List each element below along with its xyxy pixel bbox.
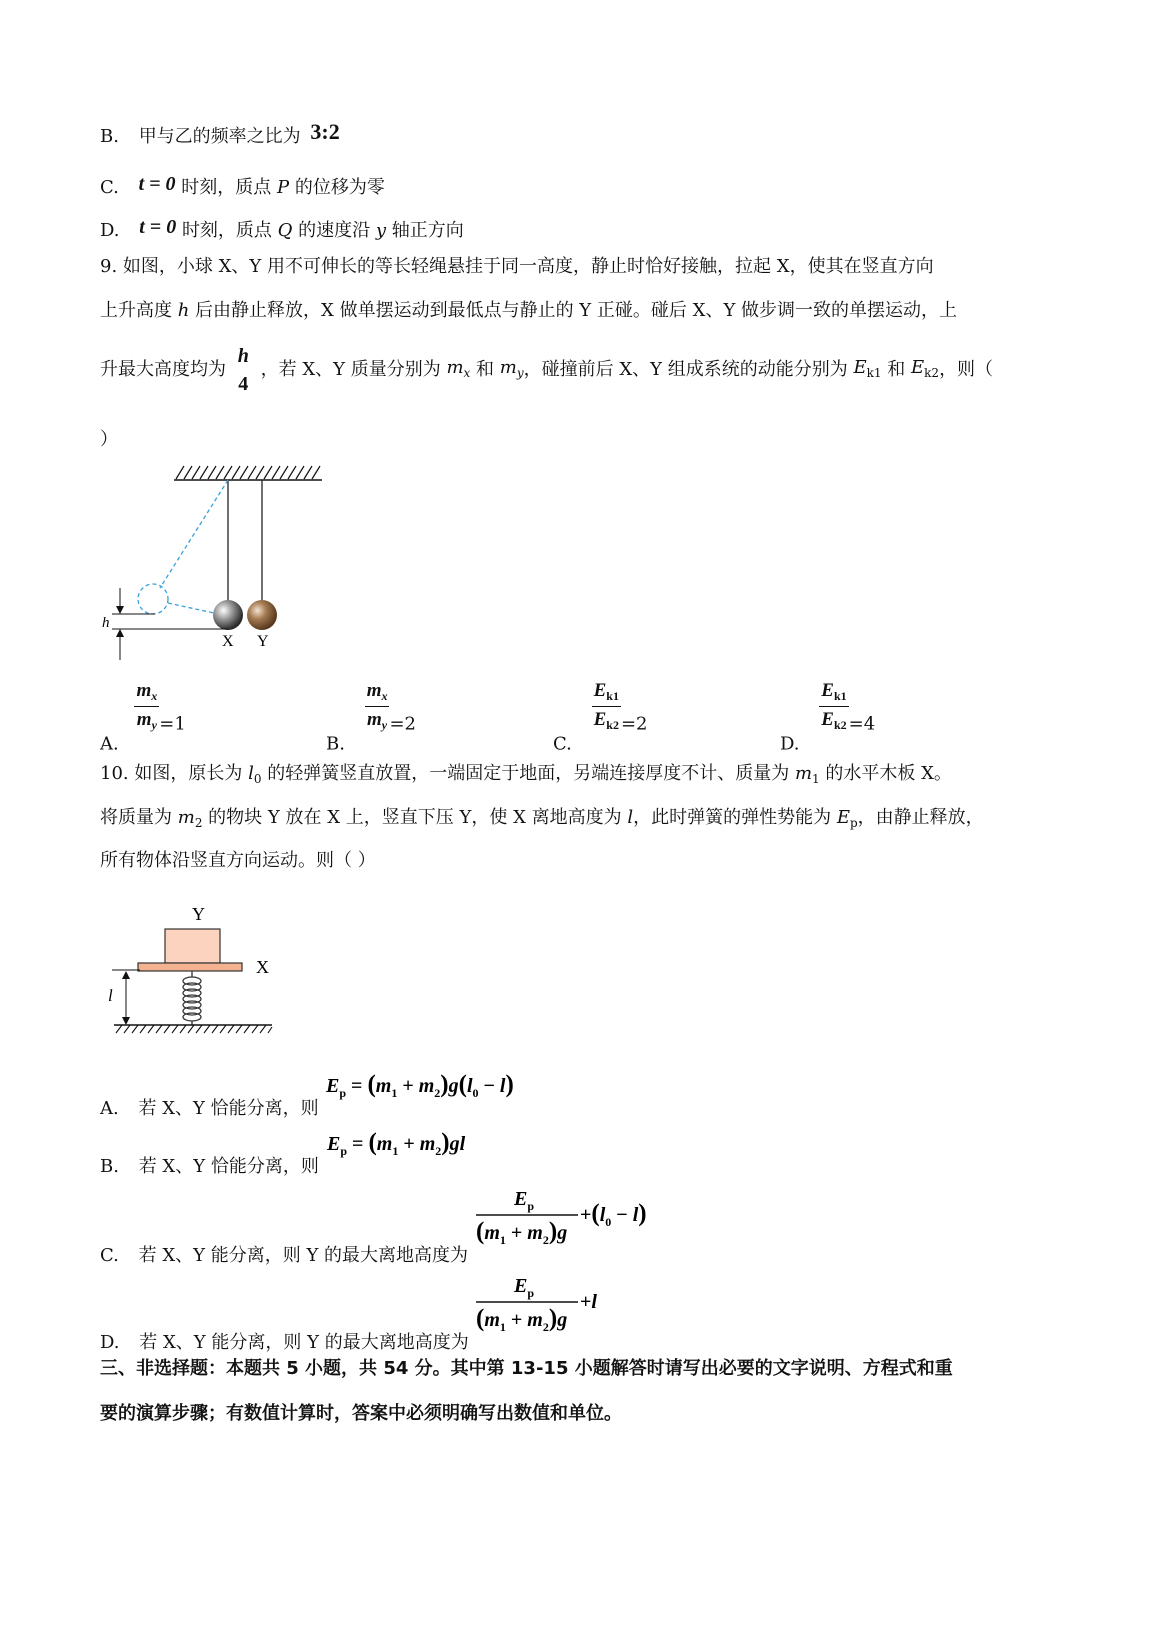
q9-stem-line2 bbox=[100, 299, 957, 323]
ball-x bbox=[213, 600, 243, 630]
option-text: 若 X、Y 能分离，则 Y 的最大离地高度为 bbox=[139, 1332, 469, 1353]
q10-stem-line3: 所有物体沿竖直方向运动。则（ ） bbox=[100, 850, 376, 871]
text: ，由静止释放， bbox=[857, 807, 984, 828]
text: 的物块 Y 放在 X 上，竖直下压 Y，使 X 离地高度为 bbox=[202, 807, 628, 828]
text: ，碰撞前后 X、Y 组成系统的动能分别为 bbox=[523, 359, 854, 380]
option-value: =4 bbox=[848, 713, 876, 735]
e-p: $E_p$ bbox=[836, 807, 858, 830]
label-x: X bbox=[256, 957, 269, 977]
option-label: C. bbox=[553, 733, 572, 755]
option-label: A. bbox=[100, 1098, 119, 1119]
text: 的轻弹簧竖直放置，一端固定于地面，另端连接厚度不计、质量为 bbox=[261, 763, 795, 784]
q9-pendulum-figure bbox=[100, 460, 340, 670]
q9-stem-line4: ） bbox=[100, 429, 118, 450]
q10-option-c bbox=[100, 1183, 669, 1267]
svg-text:Ep: $E_p$ bbox=[513, 1188, 534, 1213]
label-h: h bbox=[102, 615, 110, 631]
option-label: D. bbox=[100, 1332, 120, 1353]
option-fraction: $\frac{E_{k1}}{E_{k2}}$ bbox=[821, 680, 847, 732]
q10-stem-line2 bbox=[100, 806, 984, 835]
frac-num: h bbox=[237, 345, 249, 367]
q9-stem-line3 bbox=[100, 344, 993, 396]
q9-option-c bbox=[553, 680, 648, 755]
text: 和 bbox=[881, 359, 912, 380]
q8-option-c bbox=[100, 172, 385, 200]
q10-option-a bbox=[100, 1066, 544, 1120]
option-text: 甲与乙的频率之比为 bbox=[138, 126, 301, 147]
option-text: 若 X、Y 恰能分离，则 bbox=[138, 1156, 319, 1177]
q8-option-b bbox=[100, 120, 340, 149]
text: 上升高度 bbox=[100, 300, 178, 321]
option-fraction: $\frac{m_x}{m_y}$ bbox=[366, 680, 388, 732]
option-label: C. bbox=[100, 1245, 119, 1266]
formula-c bbox=[474, 1183, 669, 1247]
m-x: $m_x$ bbox=[446, 356, 471, 380]
text: 将质量为 bbox=[100, 807, 178, 828]
svg-text:Ep: $E_p$ bbox=[514, 1275, 535, 1300]
formula-d bbox=[474, 1270, 614, 1334]
option-label: B. bbox=[326, 733, 345, 755]
text: 和 bbox=[470, 359, 500, 380]
option-text: 的速度沿 bbox=[292, 220, 376, 241]
l-zero: $l_0$ bbox=[248, 763, 262, 786]
option-label: A. bbox=[100, 733, 119, 755]
q8-option-d bbox=[100, 215, 464, 243]
text: 后由静止释放，X 做单摆运动到最低点与静止的 Y 正碰。碰后 X、Y 做步调一致的单摆运动，上 bbox=[189, 300, 958, 321]
svg-text:(m1 + m2)g: $(m_1 + m_2)g$ bbox=[476, 1305, 568, 1334]
m-y: $m_y$ bbox=[499, 356, 524, 380]
option-label: D. bbox=[780, 733, 800, 755]
q9-options bbox=[100, 680, 1100, 755]
svg-text:Ep = (m1 + m2)g(l0 − l): $E_p = (m_1 + m_2)g(l_0 - l)$ bbox=[326, 1071, 515, 1100]
label-x: X bbox=[222, 633, 234, 650]
t-zero: t = 0 bbox=[139, 216, 177, 238]
option-label: D. bbox=[100, 220, 120, 241]
option-fraction: $\frac{m_x}{m_y}$ bbox=[136, 680, 158, 732]
frac-den: 4 bbox=[238, 373, 249, 395]
formula-a bbox=[324, 1066, 544, 1106]
svg-text:+l: +l bbox=[580, 1291, 598, 1313]
formula-b bbox=[325, 1124, 495, 1164]
board-x bbox=[138, 963, 242, 971]
section3-heading-line1: 三、非选择题：本题共 5 小题，共 54 分。其中第 13-15 小题解答时请写出必要的文字说明、方程式和重 bbox=[100, 1358, 953, 1379]
text: 的水平木板 X。 bbox=[819, 763, 952, 784]
text: ，则（ bbox=[939, 359, 994, 380]
point-q: Q bbox=[277, 220, 293, 241]
var-h: h bbox=[177, 300, 190, 321]
q9-option-b bbox=[326, 680, 416, 755]
text: 10. 如图，原长为 bbox=[100, 763, 249, 784]
option-text: 的位移为零 bbox=[289, 177, 385, 198]
option-text: 时刻，质点 bbox=[181, 177, 278, 198]
axis-y: y bbox=[375, 220, 387, 241]
m-two: $m_2$ bbox=[177, 807, 203, 830]
text: 升最大高度均为 bbox=[100, 359, 226, 380]
e-k2: $E_{k2}$ bbox=[911, 356, 940, 380]
label-l: l bbox=[108, 986, 113, 1005]
svg-text:(m1 + m2)g: $(m_1 + m_2)g$ bbox=[475, 1218, 567, 1247]
text: ，若 X、Y 质量分别为 bbox=[260, 359, 447, 380]
q9-stem-line1: 9. 如图，小球 X、Y 用不可伸长的等长轻绳悬挂于同一高度，静止时恰好接触，拉起 X，使其在竖直方向 bbox=[100, 256, 934, 277]
ball-y bbox=[247, 600, 277, 630]
svg-text:Ep = (m1 + m2)gl: $E_p = (m_1 + m_2)gl$ bbox=[326, 1129, 465, 1158]
q10-spring-figure bbox=[100, 895, 290, 1045]
point-p: P bbox=[277, 177, 290, 198]
ratio: 3:2 bbox=[310, 119, 340, 144]
option-value: =2 bbox=[389, 713, 417, 735]
var-l: l bbox=[627, 807, 634, 828]
fraction-h-over-4 bbox=[236, 344, 251, 396]
q10-option-b bbox=[100, 1124, 495, 1178]
option-label: C. bbox=[100, 177, 119, 198]
option-text: 轴正方向 bbox=[386, 220, 464, 241]
option-text: 若 X、Y 恰能分离，则 bbox=[138, 1098, 319, 1119]
section3-heading-line2: 要的演算步骤；有数值计算时，答案中必须明确写出数值和单位。 bbox=[100, 1403, 622, 1424]
spring bbox=[183, 971, 201, 1025]
option-label: B. bbox=[100, 1156, 119, 1177]
option-value: =2 bbox=[620, 713, 648, 735]
option-text: 时刻，质点 bbox=[181, 220, 278, 241]
t-zero: t = 0 bbox=[138, 173, 176, 195]
block-y bbox=[165, 929, 220, 963]
e-k1: $E_{k1}$ bbox=[853, 356, 882, 380]
label-y: Y bbox=[257, 633, 269, 650]
option-text: 若 X、Y 能分离，则 Y 的最大离地高度为 bbox=[138, 1245, 469, 1266]
text: ，此时弹簧的弹性势能为 bbox=[633, 807, 837, 828]
option-value: =1 bbox=[159, 713, 186, 735]
label-y: Y bbox=[192, 904, 205, 924]
q10-stem-line1 bbox=[100, 762, 952, 791]
q10-option-d bbox=[100, 1270, 614, 1354]
svg-text:+(l0 − l): $+(l_0 - l)$ bbox=[579, 1200, 647, 1229]
m-one: $m_1$ bbox=[794, 763, 820, 786]
q9-option-a bbox=[100, 680, 186, 755]
q9-option-d bbox=[780, 680, 875, 755]
option-fraction: $\frac{E_{k1}}{E_{k2}}$ bbox=[593, 680, 619, 732]
option-label: B. bbox=[100, 126, 119, 147]
